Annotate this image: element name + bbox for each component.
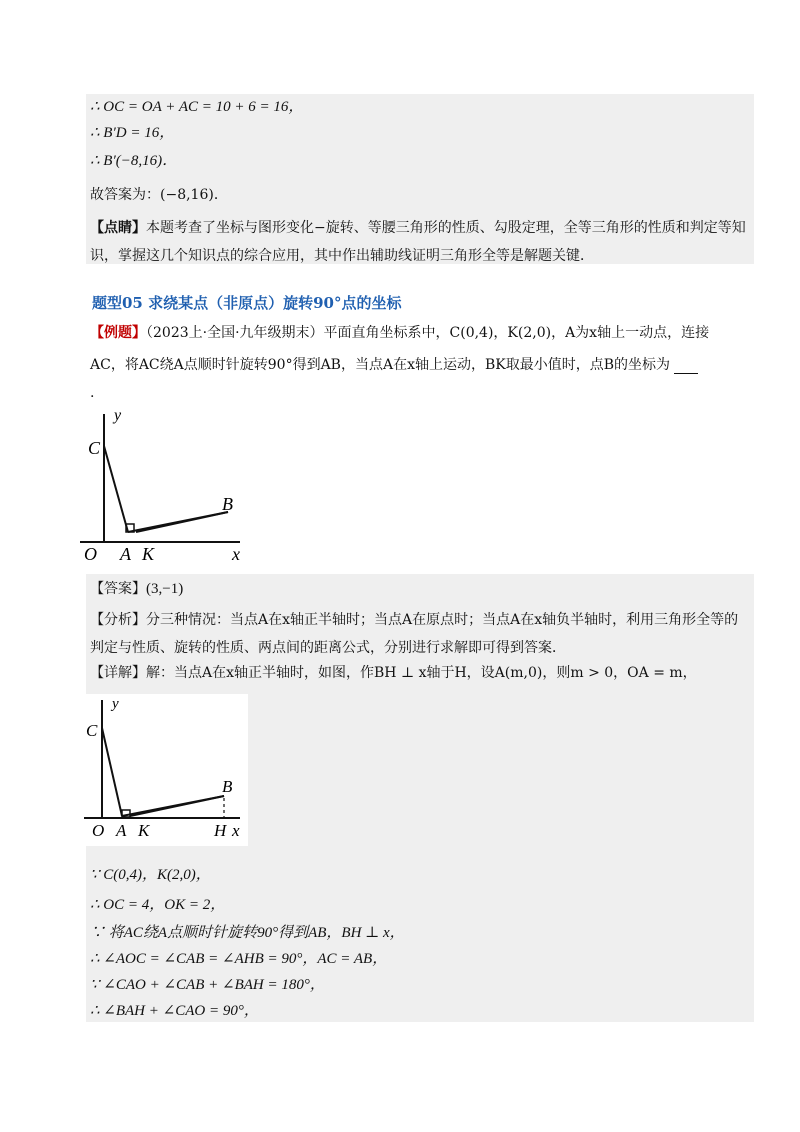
label-b: B bbox=[222, 494, 233, 514]
detail-figure bbox=[80, 694, 248, 846]
label-h: H bbox=[214, 821, 227, 840]
solution-line-2: ∴ B′D = 16， bbox=[90, 125, 175, 141]
answer-line bbox=[90, 580, 183, 598]
label-y: y bbox=[112, 696, 119, 712]
detail-step-3: ∵ 将AC绕A点顺时针旋转90°得到AB，BH ⊥ x， bbox=[90, 925, 405, 941]
solution-answer-line: 故答案为：(−8,16)． bbox=[90, 187, 228, 203]
example-tag: 【例题】 bbox=[90, 325, 146, 341]
detail-step-4: ∴ ∠AOC = ∠CAB = ∠AHB = 90°，AC = AB， bbox=[90, 951, 388, 967]
example-figure bbox=[80, 402, 300, 562]
example-text-2: AC，将AC绕A点顺时针旋转90°得到AB，当点A在x轴上运动，BK取最小值时，点B的坐标为 bbox=[90, 357, 671, 373]
detail-step-1: ∵ C(0,4)，K(2,0)， bbox=[90, 867, 211, 883]
solution-line-3: ∴ B′(−8,16)． bbox=[90, 153, 178, 169]
comment-text: 本题考查了坐标与图形变化−旋转、等腰三角形的性质、勾股定理，全等三角形的性质和判定等知识，掌握这几个知识点的综合应用，其中作出辅助线证明三角形全等是解题关键． bbox=[90, 220, 746, 264]
label-x: x bbox=[232, 544, 240, 562]
detail-line bbox=[90, 664, 697, 682]
answer-blank bbox=[674, 359, 698, 374]
label-o: O bbox=[84, 544, 97, 562]
answer-value: (3,−1) bbox=[146, 581, 184, 597]
label-a: A bbox=[116, 821, 127, 840]
label-x: x bbox=[232, 821, 240, 840]
example-text-1: （2023上·全国·九年级期末）平面直角坐标系中，C(0,4)，K(2,0)，A为x轴上一动点，连接 bbox=[146, 325, 710, 341]
answer-tag: 【答案】 bbox=[90, 581, 146, 597]
segment-ca bbox=[104, 446, 128, 532]
solution-line-1: ∴ OC = OA + AC = 10 + 6 = 16， bbox=[90, 99, 304, 115]
label-c: C bbox=[86, 721, 98, 740]
segment-kb bbox=[136, 512, 228, 532]
detail-step-5: ∵ ∠CAO + ∠CAB + ∠BAH = 180°， bbox=[90, 977, 325, 993]
example-line-1 bbox=[90, 324, 709, 342]
comment-tag: 【点睛】 bbox=[90, 220, 146, 236]
segment-kb bbox=[130, 796, 224, 816]
label-o: O bbox=[92, 821, 105, 840]
example-line-3: . bbox=[90, 385, 95, 401]
analysis-text: 分三种情况：当点A在x轴正半轴时；当点A在原点时；当点A在x轴负半轴时，利用三角形全等的判定与性质、旋转的性质、两点间的距离公式，分别进行求解即可得到答案． bbox=[90, 612, 739, 656]
analysis-paragraph bbox=[90, 606, 750, 662]
label-k: K bbox=[142, 544, 155, 562]
comment-paragraph bbox=[90, 214, 750, 270]
segment-ca bbox=[102, 728, 122, 816]
label-k: K bbox=[138, 821, 150, 840]
label-y: y bbox=[114, 407, 122, 424]
example-line-2 bbox=[90, 356, 698, 374]
detail-step-2: ∴ OC = 4，OK = 2， bbox=[90, 897, 226, 913]
section-heading: 题型05 求绕某点（非原点）旋转90°点的坐标 bbox=[92, 294, 402, 312]
detail-tag: 【详解】 bbox=[90, 665, 146, 681]
label-b: B bbox=[222, 777, 233, 796]
detail-text: 解：当点A在x轴正半轴时，如图，作BH ⊥ x轴于H，设A(m,0)，则m > 0，OA = m， bbox=[146, 665, 697, 681]
detail-step-6: ∴ ∠BAH + ∠CAO = 90°， bbox=[90, 1003, 259, 1019]
label-a: A bbox=[120, 544, 131, 562]
analysis-tag: 【分析】 bbox=[90, 612, 146, 628]
label-c: C bbox=[88, 438, 101, 458]
